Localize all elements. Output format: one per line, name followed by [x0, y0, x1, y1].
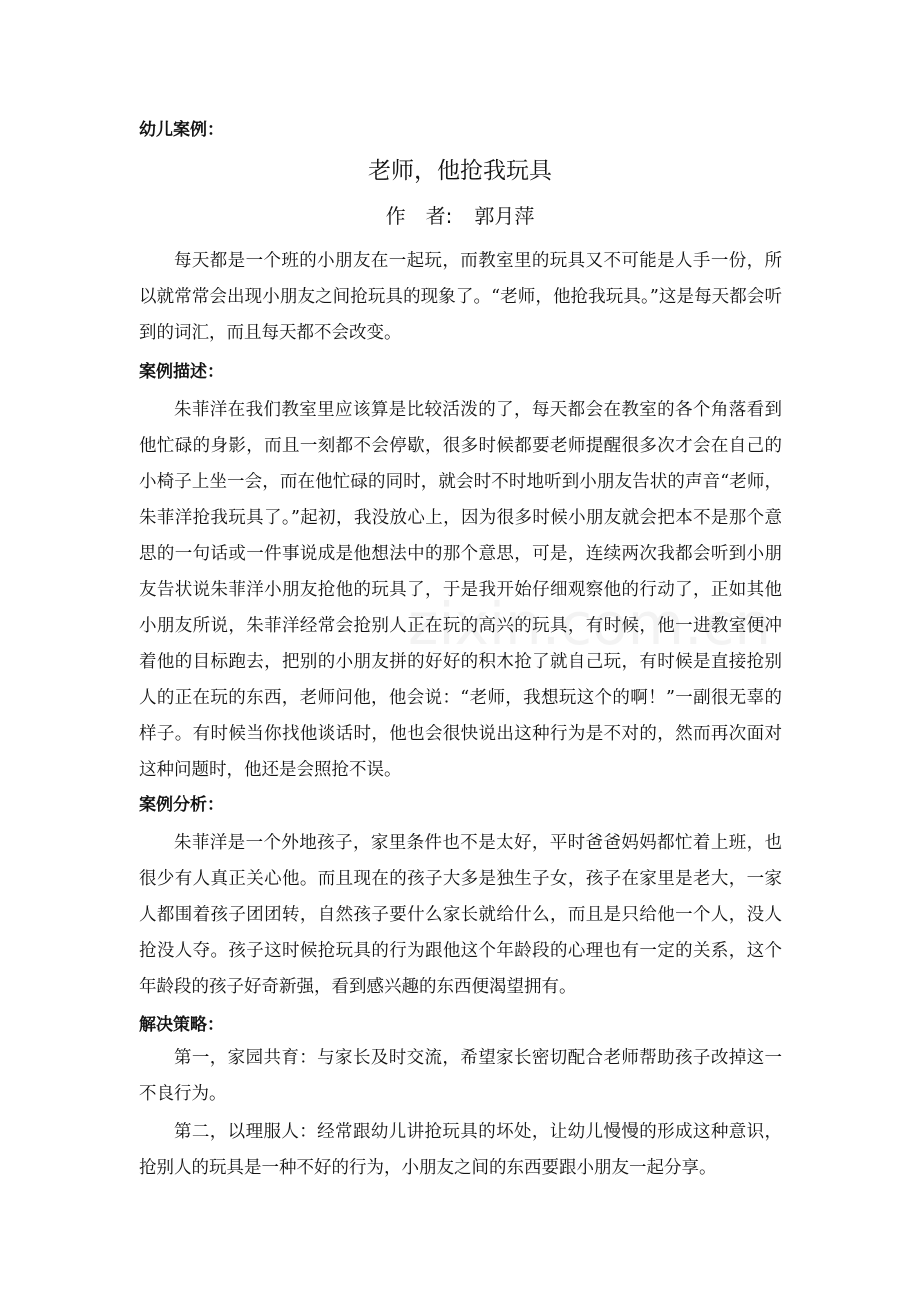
author-label: 作 者:	[385, 204, 453, 228]
description-paragraph: 朱菲洋在我们教室里应该算是比较活泼的了，每天都会在教室的各个角落看到他忙碌的身影，而且一刻都不会停歇，很多时候都要老师提醒很多次才会在自己的小椅子上坐一会，而在他忙碌的同时，就会时不时地听到小朋友告状的声音“老师，朱菲洋抢我玩具了。”起初，我没放心上，因为很多时候小朋友就会把本不是那个意思的一句话或一件事说成是他想法中的那个意思，可是，连续两次我都会听到小朋友告状说朱菲洋小朋友抢他的玩具了，于是我开始仔细观察他的行动了，正如其他小朋友所说，朱菲洋经常会抢别人正在玩的高兴的玩具，有时候，他一进教室便冲着他的目标跑去，把别的小朋友拼的好好的积木抢了就自己玩，有时候是直接抢别人的正在玩的东西，老师问他，他会说：“老师，我想玩这个的啊！”一副很无辜的样子。有时候当你找他谈话时，他也会很快说出这种行为是不对的，然而再次面对这种问题时，他还是会照抢不误。	[139, 400, 782, 780]
document-label: 幼儿案例：	[139, 120, 224, 140]
intro-paragraph: 每天都是一个班的小朋友在一起玩，而教室里的玩具又不可能是人手一份，所以就常常会出现小朋友之间抢玩具的现象了。“老师，他抢我玩具。”这是每天都会听到的词汇，而且每天都不会改变。	[139, 251, 782, 343]
section-heading-description: 案例描述：	[139, 362, 224, 382]
strategy-paragraph-1: 第一，家园共育：与家长及时交流，希望家长密切配合老师帮助孩子改掉这一不良行为。	[139, 1048, 782, 1104]
author-line	[0, 202, 920, 230]
section-heading-analysis: 案例分析：	[139, 795, 224, 815]
analysis-paragraph: 朱菲洋是一个外地孩子，家里条件也不是太好，平时爸爸妈妈都忙着上班，也很少有人真正关心他。而且现在的孩子大多是独生子女，孩子在家里是老大，一家人都围着孩子团团转，自然孩子要什么家长就给什么，而且是只给他一个人，没人抢没人夺。孩子这时候抢玩具的行为跟他这个年龄段的心理也有一定的关系，这个年龄段的孩子好奇新强，看到感兴趣的东西便渴望拥有。	[139, 833, 782, 997]
strategy-paragraph-2: 第二，以理服人：经常跟幼儿讲抢玩具的坏处，让幼儿慢慢的形成这种意识，抢别人的玩具是一种不好的行为，小朋友之间的东西要跟小朋友一起分享。	[139, 1122, 782, 1178]
author-name: 郭月萍	[474, 204, 535, 228]
section-heading-strategy: 解决策略：	[139, 1015, 224, 1035]
document-title: 老师，他抢我玩具	[368, 158, 552, 184]
